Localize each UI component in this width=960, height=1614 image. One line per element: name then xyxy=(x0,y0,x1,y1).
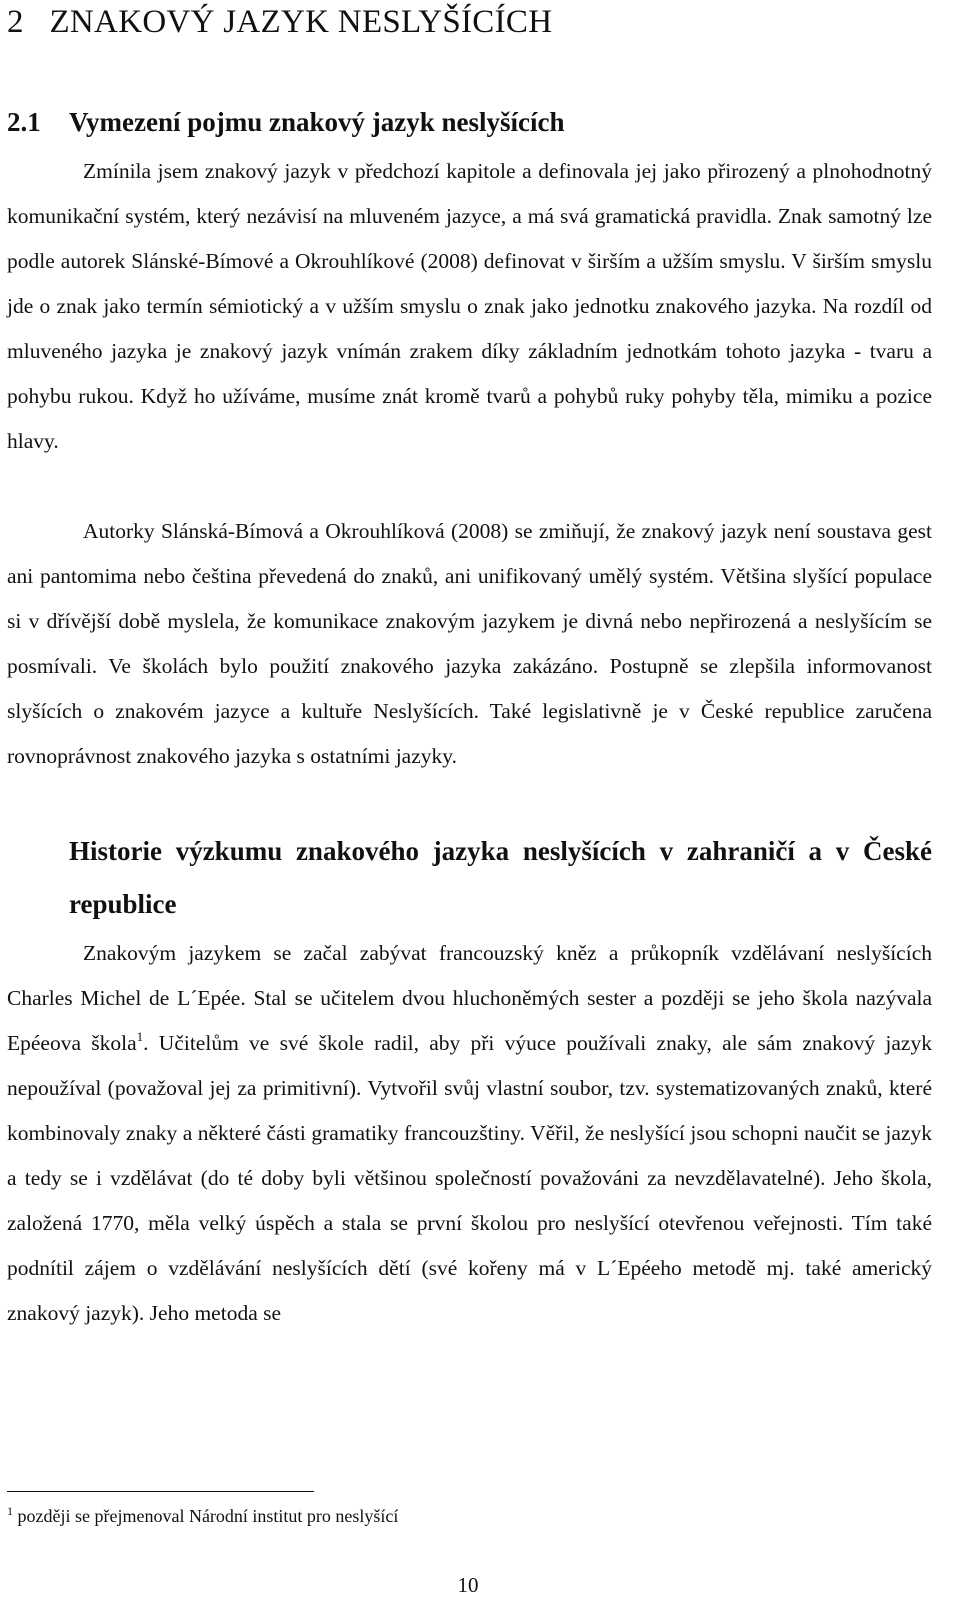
chapter-number: 2 xyxy=(7,4,24,40)
section-number: 2.1 xyxy=(7,107,41,137)
footnote-separator xyxy=(7,1491,314,1492)
chapter-heading xyxy=(7,0,932,44)
paragraph-text: Znakovým jazykem se začal zabývat francouzský kněz a průkopník vzdělávaní neslyšících Charles Michel de L´Epée. Stal se učitelem dvou hluchoněmých sester a později se jeho škola nazývala Epéeova škola xyxy=(7,941,932,1055)
section-heading-2-1 xyxy=(7,96,932,149)
page-number: 10 xyxy=(457,1573,479,1597)
body-paragraph: Autorky Slánská-Bímová a Okrouhlíková (2008) se zmiňují, že znakový jazyk není soustava gest ani pantomima nebo čeština převedená do znaků, ani unifikovaný umělý systém. Většina slyšící populace si v dřívější době myslela, že komunikace znakovým jazykem je divná nebo nepřirozená a neslyšícím se posmívali. Ve školách bylo použití znakového jazyka zakázáno. Postupně se zlepšila informovanost slyšících o znakovém jazyce a kultuře Neslyšících. Také legislativně je v České republice zaručena rovnoprávnost znakového jazyka s ostatními jazyky. xyxy=(7,519,932,768)
section-heading-2-2 xyxy=(7,825,932,931)
body-paragraph: Zmínila jsem znakový jazyk v předchozí kapitole a definovala jej jako přirozený a plnohodnotný komunikační systém, který nezávisí na mluveném jazyce, a má svá gramatická pravidla. Znak samotný lze podle autorek Slánské-Bímové a Okrouhlíkové (2008) definovat v širším a užším smyslu. V širším smyslu jde o znak jako termín sémiotický a v užším smyslu o znak jako jednotku znakového jazyka. Na rozdíl od mluveného jazyka je znakový jazyk vnímán zrakem díky základním jednotkám tohoto jazyka - tvaru a pohybu rukou. Když ho užíváme, musíme znát kromě tvarů a pohybů ruky pohyby těla, mimiku a pozice hlavy. xyxy=(7,159,932,453)
paragraph-text: . Učitelům ve své škole radil, aby při výuce používali znaky, ale sám znakový jazyk nepoužíval (považoval jej za primitivní). Vytvořil svůj vlastní soubor, tzv. systematizovaných znaků, které kombinovaly znaky a některé části gramatiky francouzštiny. Věřil, že neslyšící jsou schopni naučit se jazyk a tedy se i vzdělávat (do té doby byli většinou společností považováni za nevzdělavatelné). Jeho škola, založená 1770, měla velký úspěch a stala se první školou pro neslyšící otevřenou veřejnosti. Tím také podnítil zájem o vzdělávání neslyšících dětí (své kořeny má v L´Epéeho metodě mj. také americký znakový jazyk). Jeho metoda se xyxy=(7,1031,932,1325)
chapter-title: ZNAKOVÝ JAZYK NESLYŠÍCÍCH xyxy=(49,4,553,40)
footnote-reference[interactable]: 1 xyxy=(136,1029,144,1044)
body-paragraph xyxy=(7,931,932,1336)
footnote xyxy=(7,1504,398,1528)
footnote-text: později se přejmenoval Národní institut pro neslyšící xyxy=(17,1506,399,1526)
section-title: Historie výzkumu znakového jazyka neslyšících v zahraničí a v České republice xyxy=(69,836,932,919)
footnote-marker: 1 xyxy=(7,1504,13,1518)
section-title: Vymezení pojmu znakový jazyk neslyšících xyxy=(69,107,565,137)
section-number xyxy=(7,825,69,878)
